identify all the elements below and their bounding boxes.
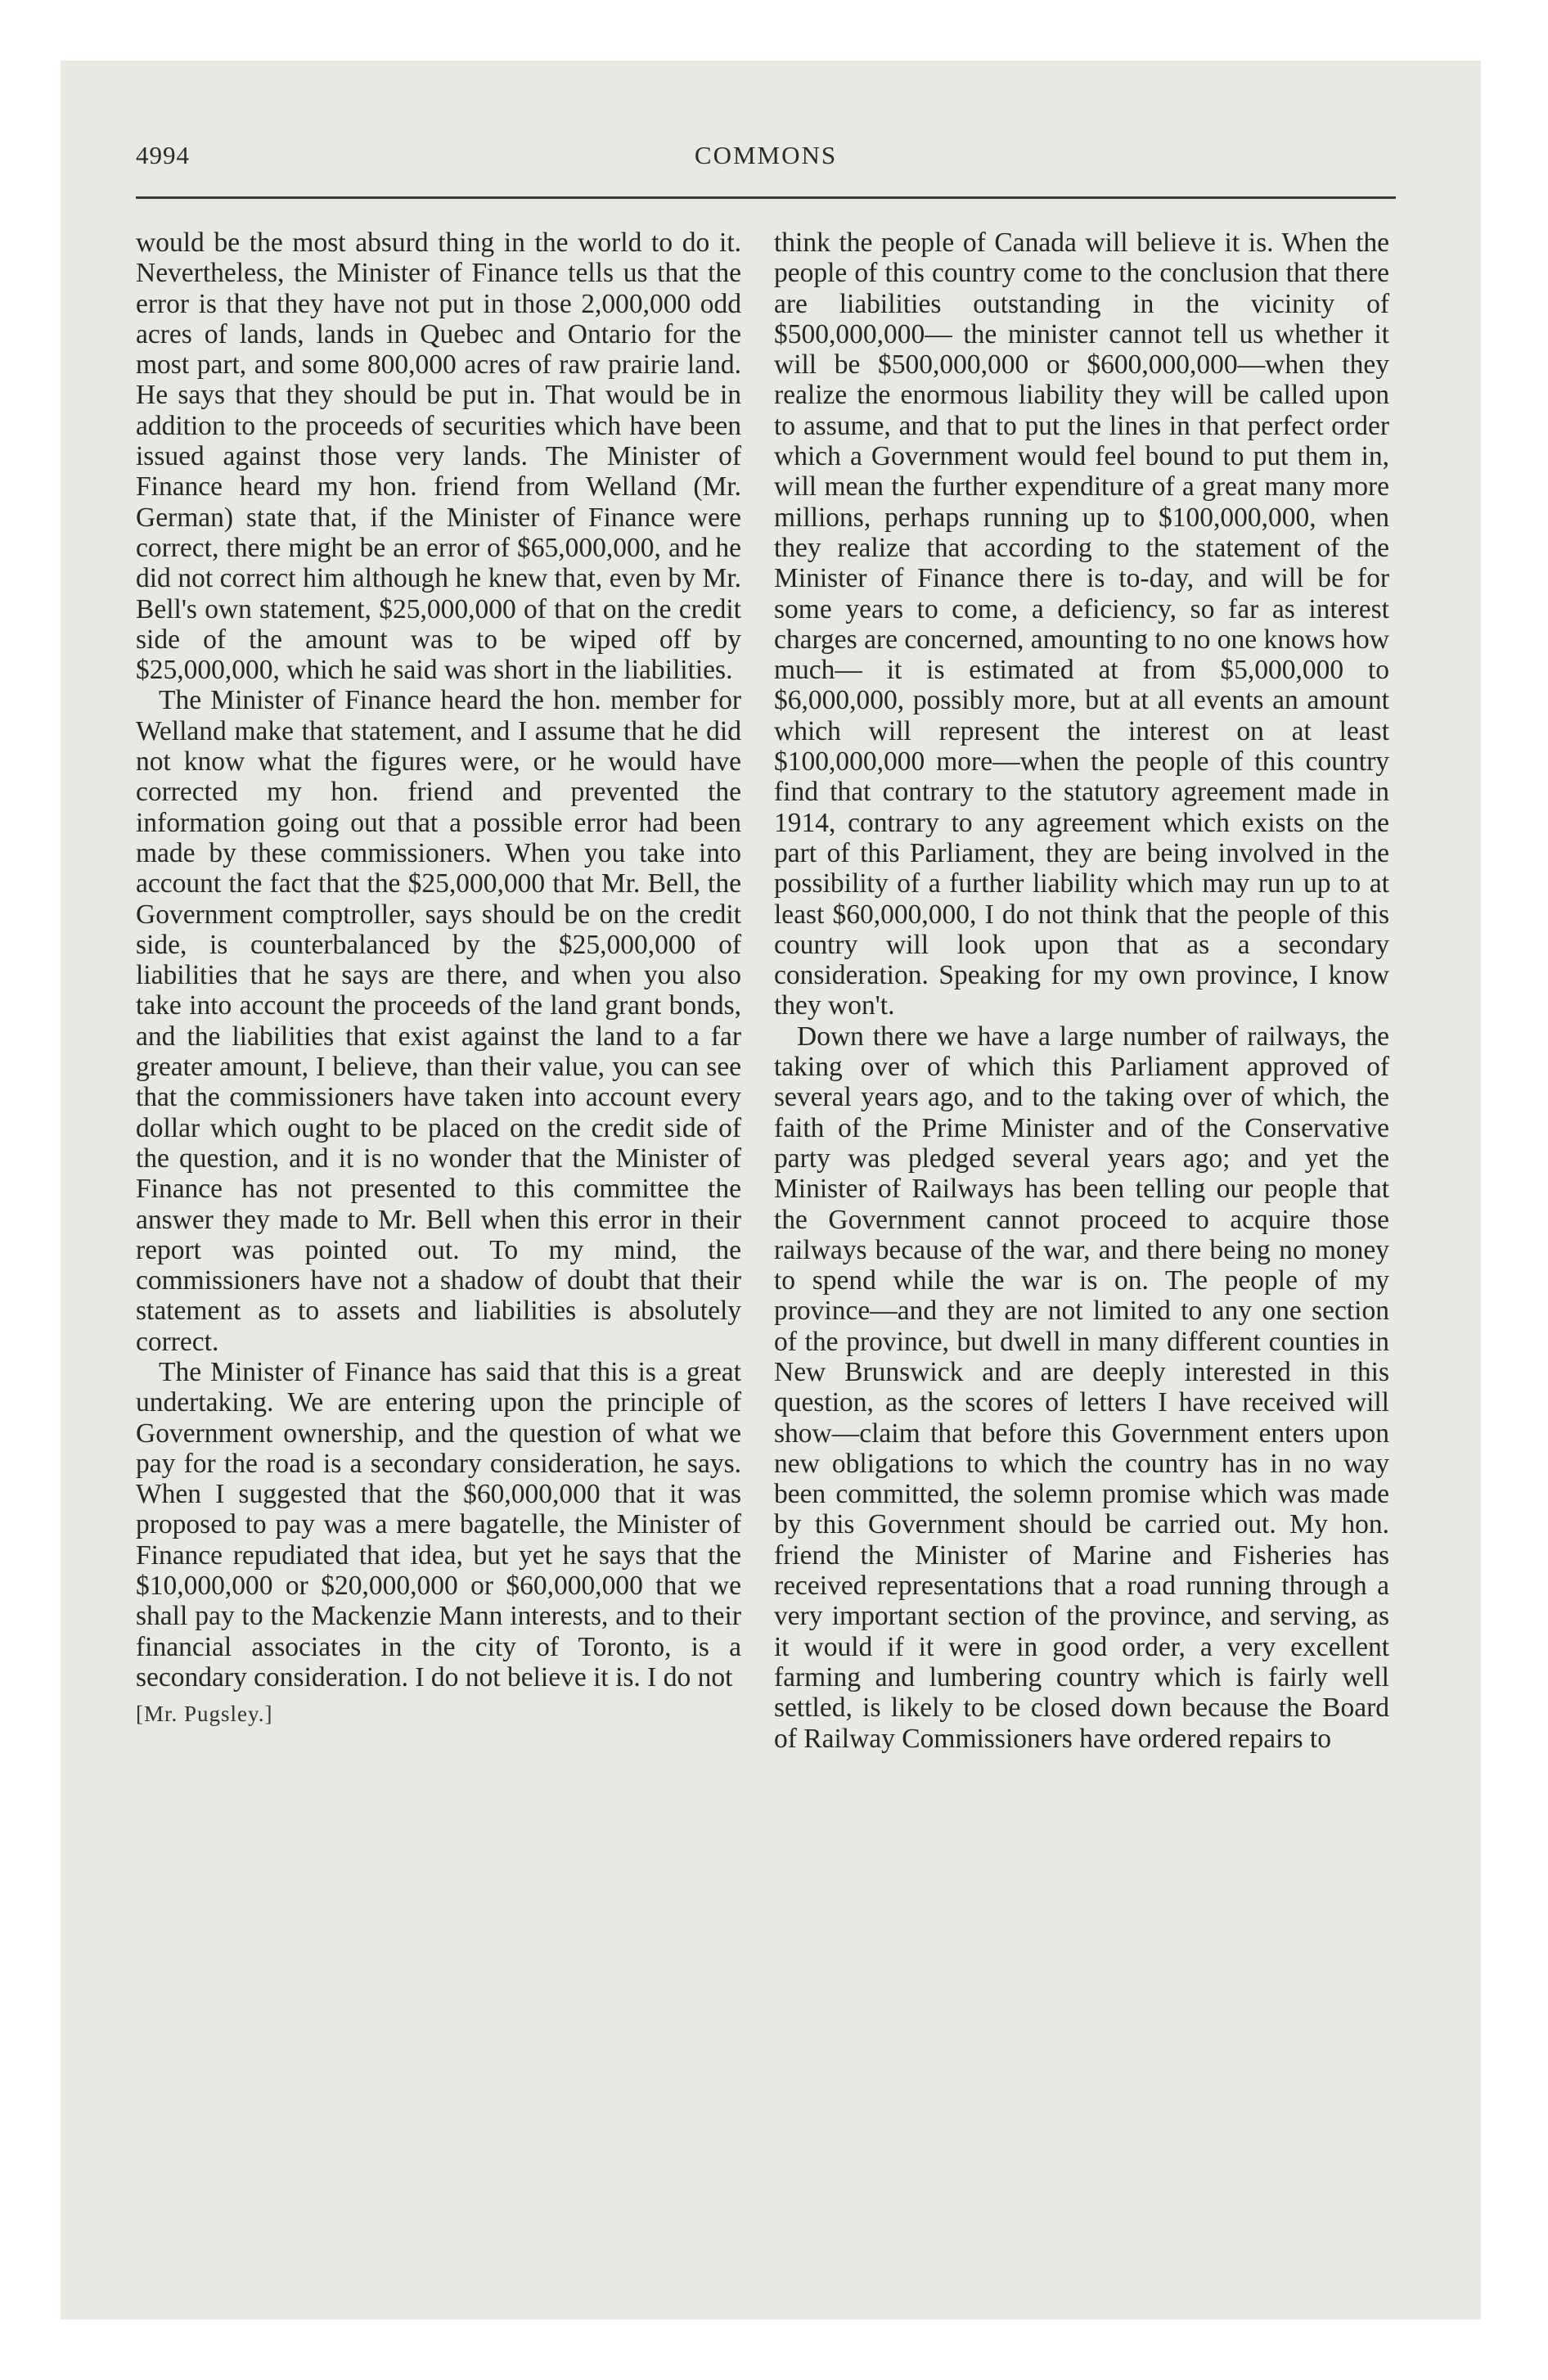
speaker-note: [Mr. Pugsley.] (136, 1702, 273, 1727)
header-rule (136, 196, 1396, 199)
page-header (136, 141, 1396, 182)
running-head: COMMONS (694, 141, 838, 169)
paragraph: would be the most absurd thing in the world to do it. Nevertheless, the Minister of Finance tells us that the error is that they have not put in those 2,000,000 odd acres of lands, lands in Quebec and Ontario for the most part, and some 800,000 acres of raw prairie land. He says that they should be put in. That would be in addition to the proceeds of securities which have been issued against those very lands. The Minister of Finance heard my hon. friend from Welland (Mr. German) state that, if the Minister of Finance were correct, there might be an error of $65,000,000, and he did not correct him although he knew that, even by Mr. Bell's own statement, $25,000,000 of that on the credit side of the amount was to be wiped off by $25,000,000, which he said was short in the liabilities. (136, 228, 741, 686)
right-column (774, 228, 1389, 1754)
paragraph: The Minister of Finance heard the hon. member for Welland make that statement, and I assume that he did not know what the figures were, or he would have corrected my hon. friend and prevented the information going out that a possible error had been made by these commissioners. When you take into account the fact that the $25,000,000 that Mr. Bell, the Government comptroller, says should be on the credit side, is counterbalanced by the $25,000,000 of liabilities that he says are there, and when you also take into account the proceeds of the land grant bonds, and the liabilities that exist against the land to a far greater amount, I believe, than their value, you can see that the commissioners have taken into account every dollar which ought to be placed on the credit side of the question, and it is no wonder that the Minister of Finance has not presented to this committee the answer they made to Mr. Bell when this error in their report was pointed out. To my mind, the commissioners have not a shadow of doubt that their statement as to assets and liabilities is absolutely correct. (136, 685, 741, 1357)
paragraph: The Minister of Finance has said that this is a great undertaking. We are entering upon the principle of Government ownership, and the question of what we pay for the road is a secondary consideration, he says. When I suggested that the $60,000,000 that it was proposed to pay was a mere bagatelle, the Minister of Finance repudiated that idea, but yet he says that the $10,000,000 or $20,000,000 or $60,000,000 that we shall pay to the Mackenzie Mann interests, and to their financial associates in the city of Toronto, is a secondary consideration. I do not believe it is. I do not (136, 1356, 741, 1693)
paragraph: think the people of Canada will believe it is. When the people of this country come to the conclusion that there are liabilities outstanding in the vicinity of $500,000,000— the minister cannot tell us whether it will be $500,000,000 or $600,000,000—when they realize the enormous liability they will be called upon to assume, and that to put the lines in that perfect order which a Government would feel bound to put them in, will mean the further expenditure of a great many more millions, perhaps running up to $100,000,000, when they realize that according to the statement of the Minister of Finance there is to-day, and will be for some years to come, a deficiency, so far as interest charges are concerned, amounting to no one knows how much— it is estimated at from $5,000,000 to $6,000,000, possibly more, but at all events an amount which will represent the interest on at least $100,000,000 more—when the people of this country find that contrary to the statutory agreement made in 1914, contrary to any agreement which exists on the part of this Parliament, they are being involved in the possibility of a further liability which may run up to at least $60,000,000, I do not think that the people of this country will look upon that as a secondary consideration. Speaking for my own province, I know they won't. (774, 228, 1389, 1021)
page-number: 4994 (136, 141, 190, 169)
left-column (136, 228, 741, 1730)
paragraph: Down there we have a large number of railways, the taking over of which this Parliament approved of several years ago, and to the taking over of which, the faith of the Prime Minister and of the Conservative party was pledged several years ago; and yet the Minister of Railways has been telling our people that the Government cannot proceed to acquire those railways because of the war, and there being no money to spend while the war is on. The people of my province—and they are not limited to any one section of the province, but dwell in many different counties in New Brunswick and are deeply interested in this question, as the scores of letters I have received will show—claim that before this Government enters upon new obligations to which the country has in no way been committed, the solemn promise which was made by this Government should be carried out. My hon. friend the Minister of Marine and Fisheries has received representations that a road running through a very important section of the province, and serving, as it would if it were in good order, a very excellent farming and lumbering country which is fairly well settled, is likely to be closed down because the Board of Railway Commissioners have ordered repairs to (774, 1021, 1389, 1754)
